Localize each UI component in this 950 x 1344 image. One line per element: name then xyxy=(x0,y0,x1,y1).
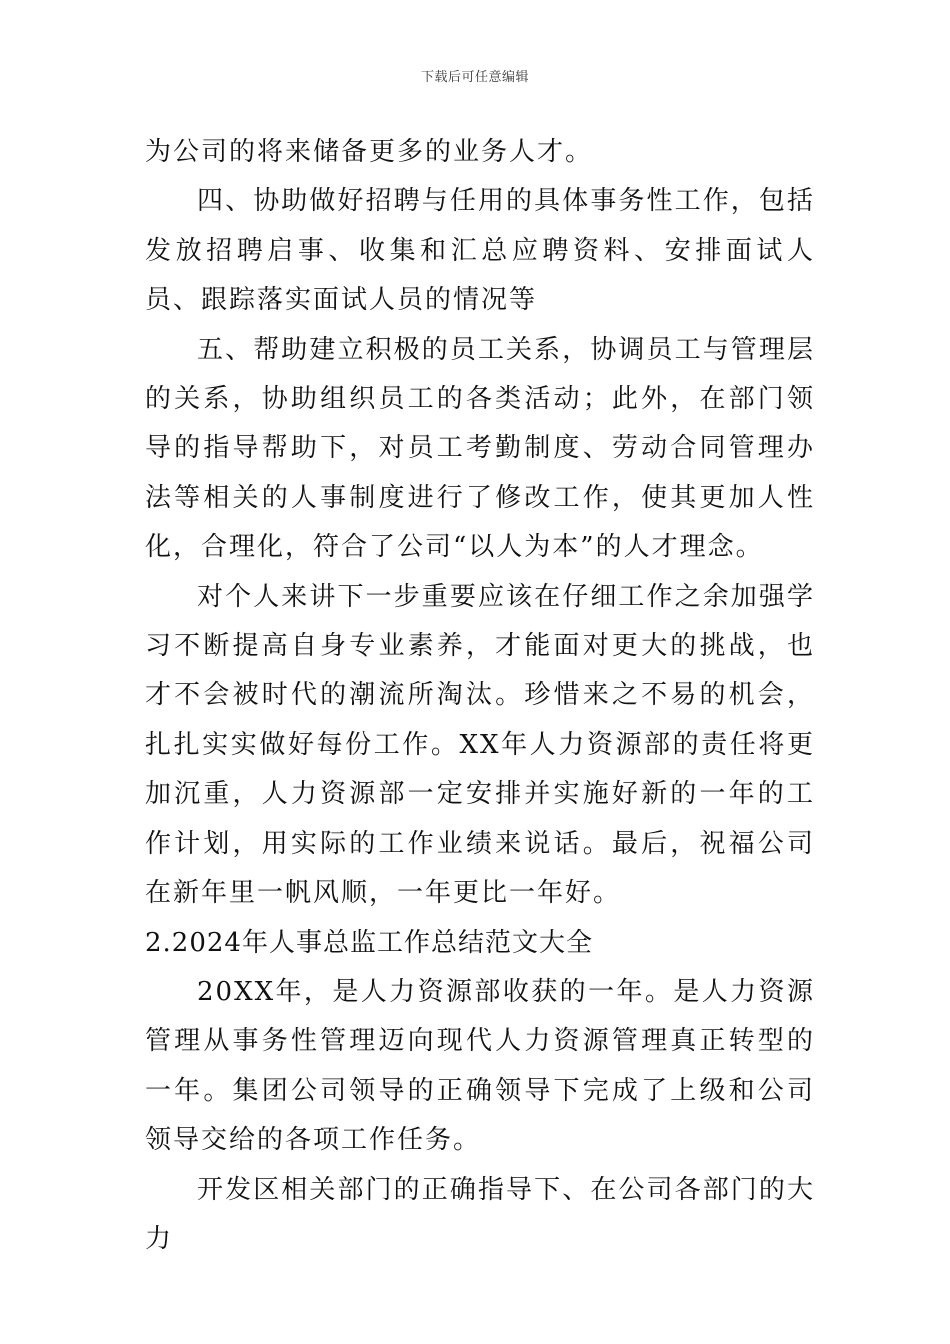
paragraph-development-zone: 开发区相关部门的正确指导下、在公司各部门的大力 xyxy=(145,1174,815,1254)
paragraph-item-five: 五、帮助建立积极的员工关系，协调员工与管理层的关系，协助组织员工的各类活动；此外，在部门领导的指导帮助下，对员工考勤制度、劳动合同管理办法等相关的人事制度进行了修改工作，使其更加人性化，合理化，符合了公司“以人为本”的人才理念。 xyxy=(145,334,815,563)
paragraph-year-summary: 20XX年，是人力资源部收获的一年。是人力资源管理从事务性管理迈向现代人力资源管理真正转型的一年。集团公司领导的正确领导下完成了上级和公司领导交给的各项工作任务。 xyxy=(145,976,815,1156)
page-header-note: 下载后可任意编辑 xyxy=(420,70,529,85)
document-body xyxy=(145,128,815,1264)
paragraph-continuation: 为公司的将来储备更多的业务人才。 xyxy=(145,137,594,167)
paragraph-item-four: 四、协助做好招聘与任用的具体事务性工作，包括发放招聘启事、收集和汇总应聘资料、安排面试人员、跟踪落实面试人员的情况等 xyxy=(145,186,815,316)
paragraph-personal-outlook: 对个人来讲下一步重要应该在仔细工作之余加强学习不断提高自身专业素养，才能面对更大的挑战，也才不会被时代的潮流所淘汰。珍惜来之不易的机会，扎扎实实做好每份工作。XX年人力资源部的责任将更加沉重，人力资源部一定安排并实施好新的一年的工作计划，用实际的工作业绩来说话。最后，祝福公司在新年里一帆风顺，一年更比一年好。 xyxy=(145,581,815,909)
section-heading: 2.2024年人事总监工作总结范文大全 xyxy=(145,927,593,958)
